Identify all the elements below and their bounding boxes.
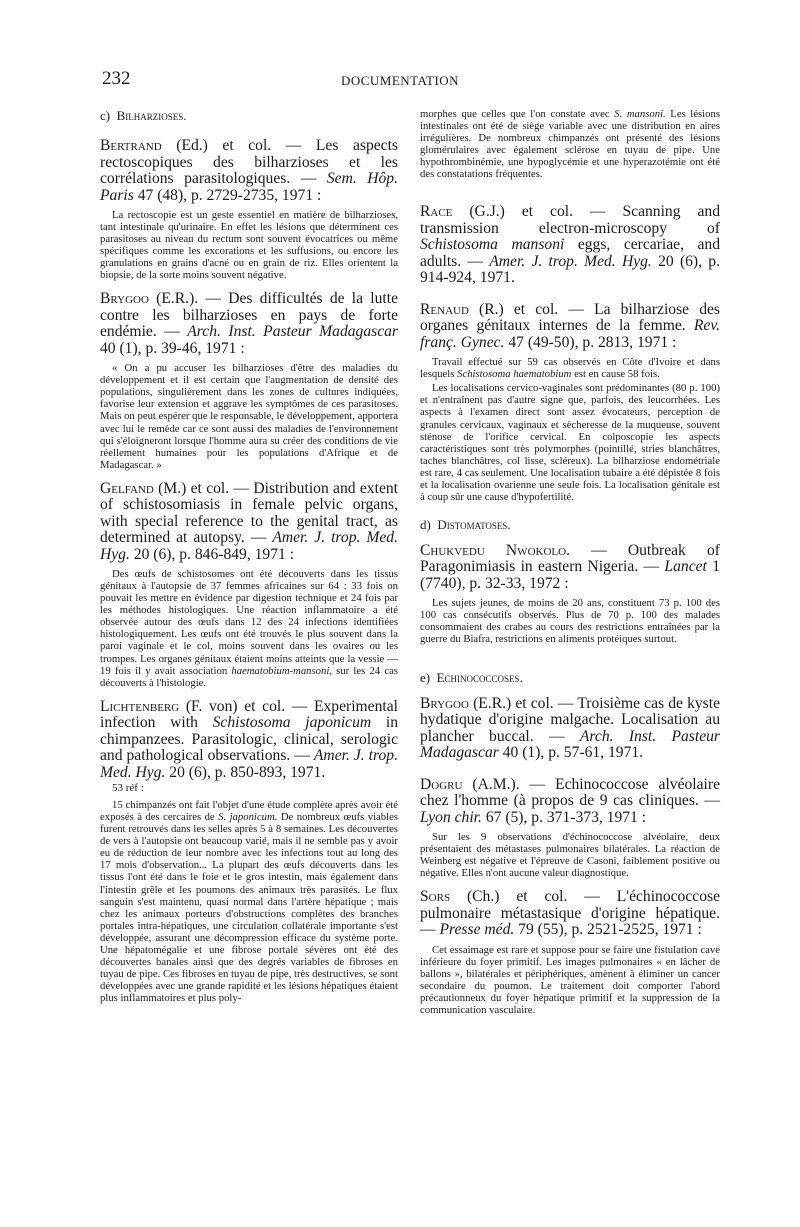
bibliographic-entry (420, 889, 720, 1016)
entry-citation: Lichtenberg (F. von) et col. — Experimental infection with Schistosoma japonicum in chimpanzees. Parasitologic, clinical, serologic and pathological observations. — Amer. J. trop. Med. Hyg. 20 (6), p. 850-893, 1971. (100, 697, 398, 781)
entry-citation: Chukvedu Nwokolo. — Outbreak of Paragonimiasis in eastern Nigeria. — Lancet 1 (7740), p. 32-33, 1972 : (420, 541, 720, 592)
entry-abstract: La rectoscopie est un geste essentiel en matière de bilharzioses, tant intestinale qu'urinaire. En effet les lésions que déterminent ces parasitoses au niveau du rectum sont souvent évocatrices ou même spécifiques comme les excorations et les suffusions, ou encore les granulations en grains d'acné ou en grain de riz. Elles orientent la biopsie, de la sorte moins souvent négative. (100, 209, 398, 282)
entry-abstract: Cet essaimage est rare et suppose pour se faire une fistulation cave inférieure du foyer primitif. Les images pulmonaires « en lâcher de ballons », bilatérales et périphériques, amènent à éliminer un cancer secondaire du poumon. Le traitement doit comporter l'abord précautionneux du foyer hépatique primitif et la suppression de la communication vasculaire. (420, 943, 720, 1016)
entry-citation: Sors (Ch.) et col. — L'échinococcose pulmonaire métastasique d'origine hépatique. — Presse méd. 79 (55), p. 2521-2525, 1971 : (420, 888, 720, 939)
entry-abstract: Des œufs de schistosomes ont été découverts dans les tissus génitaux à l'autopsie de 37 femmes africaines sur 64 : 33 fois on pouvait les mettre en évidence par digestion technique et 24 fois par les méthodes histologiques. Une réaction inflammatoire a été observée autour des œufs dans 12 des 24 infections identifiées histologiquement. Les œufs ont été trouvés le plus souvent dans la paroi vaginale et le col, moins souvent dans les ovaires ou les trompes. Les organes génitaux étaient moins atteints que la vessie — 19 fois il y avait association haematobium-mansoni, sur les 24 cas découverts à l'histologie. (100, 568, 398, 689)
running-title: DOCUMENTATION (340, 73, 460, 88)
bibliographic-entry (100, 481, 398, 689)
page-header (102, 68, 698, 94)
bibliographic-entry (100, 291, 398, 470)
entry-abstract: Les sujets jeunes, de moins de 20 ans, constituent 73 p. 100 des 100 cas consécutifs observés. Plus de 70 p. 100 des malades consommaient des crabes au cours des restrictions entraînées par la guerre du Biafra, restrictions en aliments protéiques surtout. (420, 597, 720, 646)
entry-citation: Bertrand (Ed.) et col. — Les aspects rectoscopiques des bilharzioses et les corrélations parasitologiques. — Sem. Hôp. Paris 47 (48), p. 2729-2735, 1971 : (100, 137, 399, 204)
right-column (420, 108, 720, 1016)
entry-abstract: Sur les 9 observations d'échinococcose alvéolaire, deux présentaient des métastases pulmonaires bilatérales. La réaction de Weinberg est négative et l'épreuve de Casoni, faiblement positive ou négative. Elles n'ont aucune valeur diagnostique. (420, 831, 720, 880)
entry-abstract: Travail effectué sur 59 cas observés en Côte d'Ivoire et dans lesquels Schistosoma haematobium est en cause 58 fois. (420, 356, 720, 381)
section-heading-echinococcoses: e) Echinococcoses. (420, 669, 523, 685)
entry-citation: Renaud (R.) et col. — La bilharziose des organes génitaux internes de la femme. Rev. franç. Gynec. 47 (49-50), p. 2813, 1971 : (420, 300, 720, 351)
entry-citation: Dogru (A.M.). — Echinococcose alvéolaire chez l'homme (à propos de 9 cas cliniques. — Lyon chir. 67 (5), p. 371-373, 1971 : (420, 775, 720, 826)
reference-count: 53 réf : (112, 782, 144, 795)
section-heading-distomatoses: d) Distomatoses. (420, 516, 511, 532)
continued-abstract (420, 108, 720, 180)
bibliographic-entry (420, 777, 720, 880)
entry-citation: Race (G.J.) et col. — Scanning and transmission electron-microscopy of Schistosoma mansoni eggs, cercariae, and adults. — Amer. J. trop. Med. Hyg. 20 (6), p. 914-924, 1971. (420, 203, 720, 287)
bibliographic-entry (420, 302, 720, 503)
bibliographic-entry (100, 699, 398, 1004)
entry-citation: Brygoo (E.R.) et col. — Troisième cas de kyste hydatique d'origine malgache. Localisation au plancher buccal. — Arch. Inst. Pasteur Madagascar 40 (1), p. 57-61, 1971. (420, 694, 720, 762)
section-heading-bilharzioses: c) Bilharzioses. (100, 108, 187, 123)
entry-citation: Gelfand (M.) et col. — Distribution and extent of schistosomiasis in female pelvic organs, with special reference to the genital tract, as determined at autopsy. — Amer. J. trop. Med. Hyg. 20 (6), p. 846-849, 1971 : (100, 479, 398, 563)
page-number: 232 (102, 68, 131, 89)
entry-abstract-continued: morphes que celles que l'on constate avec S. mansoni. Les lésions intestinales ont été de siège variable avec une distribution en aires irrégulières. De nombreux chimpanzés ont présenté des lésions glomérulaires avec également sclérose en tuyau de pipe. Une hypothrombinémie, une hypoglycémie et une hyperazotémie ont été des constatations fréquentes. (420, 108, 720, 181)
entry-abstract: Les localisations cervico-vaginales sont prédominantes (80 p. 100) et n'entraînent pas d'autre signe que, parfois, des leucorrhées. Les aspects à l'examen direct sont assez évocateurs, perception de granules cervicaux, vaginaux et sècheresse de la muqueuse, souvent sténose de l'orifice cervical. En colposcopie les aspects caractéristiques sont très polymorphes (pointillé, stries blanchâtres, taches blanchâtres, col lisse, scléreux). La bilharziose endométriale est rare, 4 cas seulement. Une localisation tubaire a été dépistée 8 fois et la localisation ovarienne une seule fois. La localisation génitale est à coup sûr une cause d'hypofertilité. (420, 382, 720, 503)
left-column (100, 108, 398, 1004)
bibliographic-entry (420, 696, 720, 762)
entry-citation: Brygoo (E.R.). — Des difficultés de la lutte contre les bilharzioses en pays de forte endémie. — Arch. Inst. Pasteur Madagascar 40 (1), p. 39-46, 1971 : (100, 290, 398, 357)
entry-abstract: « On a pu accuser les bilharzioses d'être des maladies du développement et il est certain que l'augmentation de densité des populations, singulièrement dans les zones de cultures indiquées, favorise leur extension et aggrave les symptômes de ces parasitoses. Mais on peut espérer que le responsable, le développement, apportera avec lui le remède car ce sont aussi des maladies de l'environnement qui s'éloigneront lorsque l'homme aura su créer des conditions de vie réellement humaines pour les populations d'Afrique et de Madagascar. » (100, 362, 398, 471)
bibliographic-entry (420, 204, 720, 287)
bibliographic-entry (100, 138, 398, 281)
entry-abstract: 15 chimpanzés ont fait l'objet d'une étude complète après avoir été exposés à des cercaires de S. japonicum. De nombreux œufs viables furent retrouvés dans les selles après 5 à 8 semaines. Les découvertes de vers à l'autopsie ont beaucoup varié, mais il ne semble pas y avoir eu de réduction de leur nombre avec les infections tout au long des 17 mois d'observation... La plupart des œufs découverts dans les tissus l'ont été dans le foie et le gros intestin, mais également dans l'intestin grêle et les poumons des animaux très parasités. Le flux sanguin s'est maintenu, quasi normal dans l'artère hépatique ; mais chez les animaux porteurs d'obstructions complètes des branches portales intra-hépatiques, une circulation collatérale importante s'est développée, assurant une décompression efficace du système porte. Une hépatomégalie et une fibrose portale sévères ont été des découvertes banales ainsi que des degrés variables de fibroses en tuyau de pipe. Ces fibroses en tuyau de pipe, très destructives, se sont développées avec une grande rapidité et les lésions hépatiques étaient plus inflammatoires et plus poly- (100, 799, 398, 1004)
bibliographic-entry (420, 543, 720, 646)
